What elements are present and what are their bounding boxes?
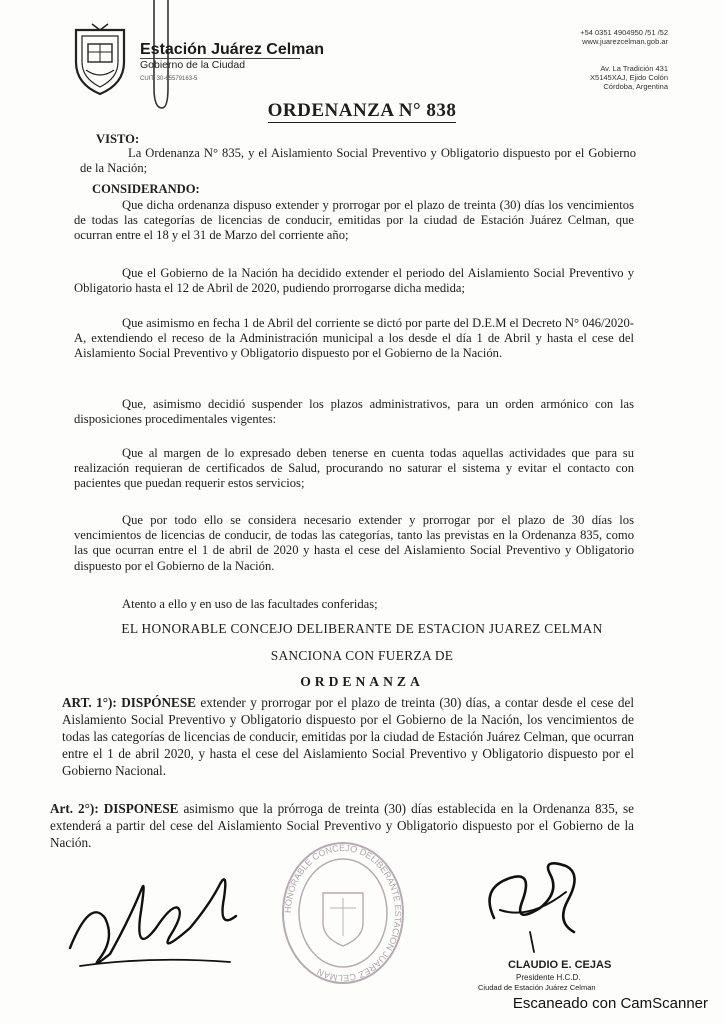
concejo-heading: EL HONORABLE CONCEJO DELIBERANTE DE ESTACION JUAREZ CELMAN: [121, 621, 603, 636]
org-name: Estación Juárez Celman: [140, 41, 325, 58]
considerando-text: Que dicha ordenanza dispuso extender y prorrogar por el plazo de treinta (30) días los vencimientos de todas las categorías de licencias de conducir, emitidas por la ciudad de Estación Juárez Celman, que ocurran entre el 18 y el 31 de Marzo del corriente año;: [74, 198, 634, 243]
considerando-3: [74, 316, 634, 362]
scanner-watermark: Escaneado con CamScanner: [512, 995, 708, 1012]
article-2-verb: DISPONESE: [103, 801, 179, 816]
considerando-text: Que por todo ello se considera necesario extender y prorrogar por el plazo de 30 días los vencimientos de licencias de conducir, de todas las categorías, tanto las previstas en la Ordenanza 835, como las que ocurran entre el 1 de abril de 2020 y hasta el cese del Aislamiento Social Preventivo y Obligatorio dispuesto por el Gobierno de la Nación.: [74, 513, 634, 573]
article-1-body: extender y prorrogar por el plazo de treinta (30) días, a contar desde el cese del Aislamiento Social Preventivo y Obligatorio dispuesto por el Gobierno de la Nación, los vencimientos de todas las categorías de licencias de conducir, emitidas por la ciudad de Estación Juárez Celman, que ocurran entre el 1 de abril 2020, y hasta el cese del Aislamiento Social Preventivo y Obligatorio dispuesto por el Gobierno Nacional.: [62, 695, 635, 778]
atento-text: Atento a ello y en uso de las facultades conferidas;: [122, 597, 378, 611]
considerando-text: Que al margen de lo expresado deben tenerse en cuenta todas aquellas actividades que para su realización requieran de certificados de Salud, procurando no saturar el sistema y evitar el contacto con pacientes que puedan requerir estos servicios;: [74, 446, 634, 491]
visto-label: VISTO:: [96, 132, 140, 146]
address-line-3: Córdoba, Argentina: [603, 82, 668, 91]
official-seal-stamp: [278, 838, 408, 988]
org-subtitle: Gobierno de la Ciudad: [140, 59, 246, 71]
atento-paragraph: [74, 597, 634, 612]
visto-text: La Ordenanza N° 835, y el Aislamiento Social Preventivo y Obligatorio dispuesto por el Gobierno de la Nación;: [80, 146, 636, 176]
signature-right: [470, 848, 590, 958]
sanciona-heading: SANCIONA CON FUERZA DE: [270, 648, 454, 663]
considerando-text: Que el Gobierno de la Nación ha decidido extender el periodo del Aislamiento Social Preventivo y Obligatorio hasta el 12 de Abril de 2020, pudiendo prorrogarse dicha medida;: [74, 266, 634, 296]
address-line-1: Av. La Tradición 431: [600, 64, 668, 73]
considerando-6: [74, 513, 634, 574]
signatory-name: CLAUDIO E. CEJAS: [508, 959, 612, 971]
svg-text:HONORABLE CONCEJO DELIBERANTE: HONORABLE CONCEJO DELIBERANTE ESTACION JUAREZ CELMAN: [282, 842, 404, 984]
signatory-role: Presidente H.C.D.: [516, 973, 581, 982]
considerando-2: [74, 266, 634, 296]
article-2-label: Art. 2°):: [50, 801, 99, 816]
considerando-5: [74, 446, 634, 492]
document-title-text: ORDENANZA N° 838: [267, 100, 457, 121]
article-2-body: asimismo que la prórroga de treinta (30) días establecida en la Ordenanza 835, se extenderá a partir del cese del Aislamiento Social Preventivo y Obligatorio dispuesto por el Gobierno de la Nación.: [50, 801, 635, 850]
org-cuit: CUIT: 30-65579163-5: [140, 76, 198, 82]
address-block: [590, 64, 668, 91]
article-1: [62, 694, 634, 779]
article-1-label: ART. 1°):: [62, 695, 117, 710]
signature-left: [60, 858, 250, 978]
contact-web[interactable]: www.juarezcelman.gob.ar: [582, 37, 668, 46]
document-title: [0, 100, 724, 122]
article-1-verb: DISPÓNESE: [121, 695, 196, 710]
considerando-text: Que asimismo en fecha 1 de Abril del corriente se dictó por parte del D.E.M el Decreto N° 046/2020-A, extendiendo el receso de la Administración municipal a los desde el día 1 de Abril y hasta el cese del Aislamiento Social Preventivo y Obligatorio dispuesto por el Gobierno de la Nación.: [74, 316, 634, 361]
considerando-1: [74, 198, 634, 244]
article-1-text: [62, 694, 634, 779]
city-coat-of-arms-icon: [68, 22, 132, 96]
contact-block: [580, 28, 668, 46]
ordenanza-heading: ORDENANZA: [300, 674, 424, 689]
visto-paragraph: [80, 146, 636, 176]
considerando-label: CONSIDERANDO:: [92, 182, 200, 196]
considerando-text: Que, asimismo decidió suspender los plazos administrativos, para un orden armónico con las disposiciones procedimentales vigentes:: [74, 397, 634, 427]
considerando-4: [74, 397, 634, 427]
signatory-org: Ciudad de Estación Juárez Celman: [478, 983, 596, 992]
contact-phone: +54 0351 4904950 /51 /52: [580, 28, 668, 37]
address-line-2: X5145XAJ, Ejido Colón: [590, 73, 668, 82]
